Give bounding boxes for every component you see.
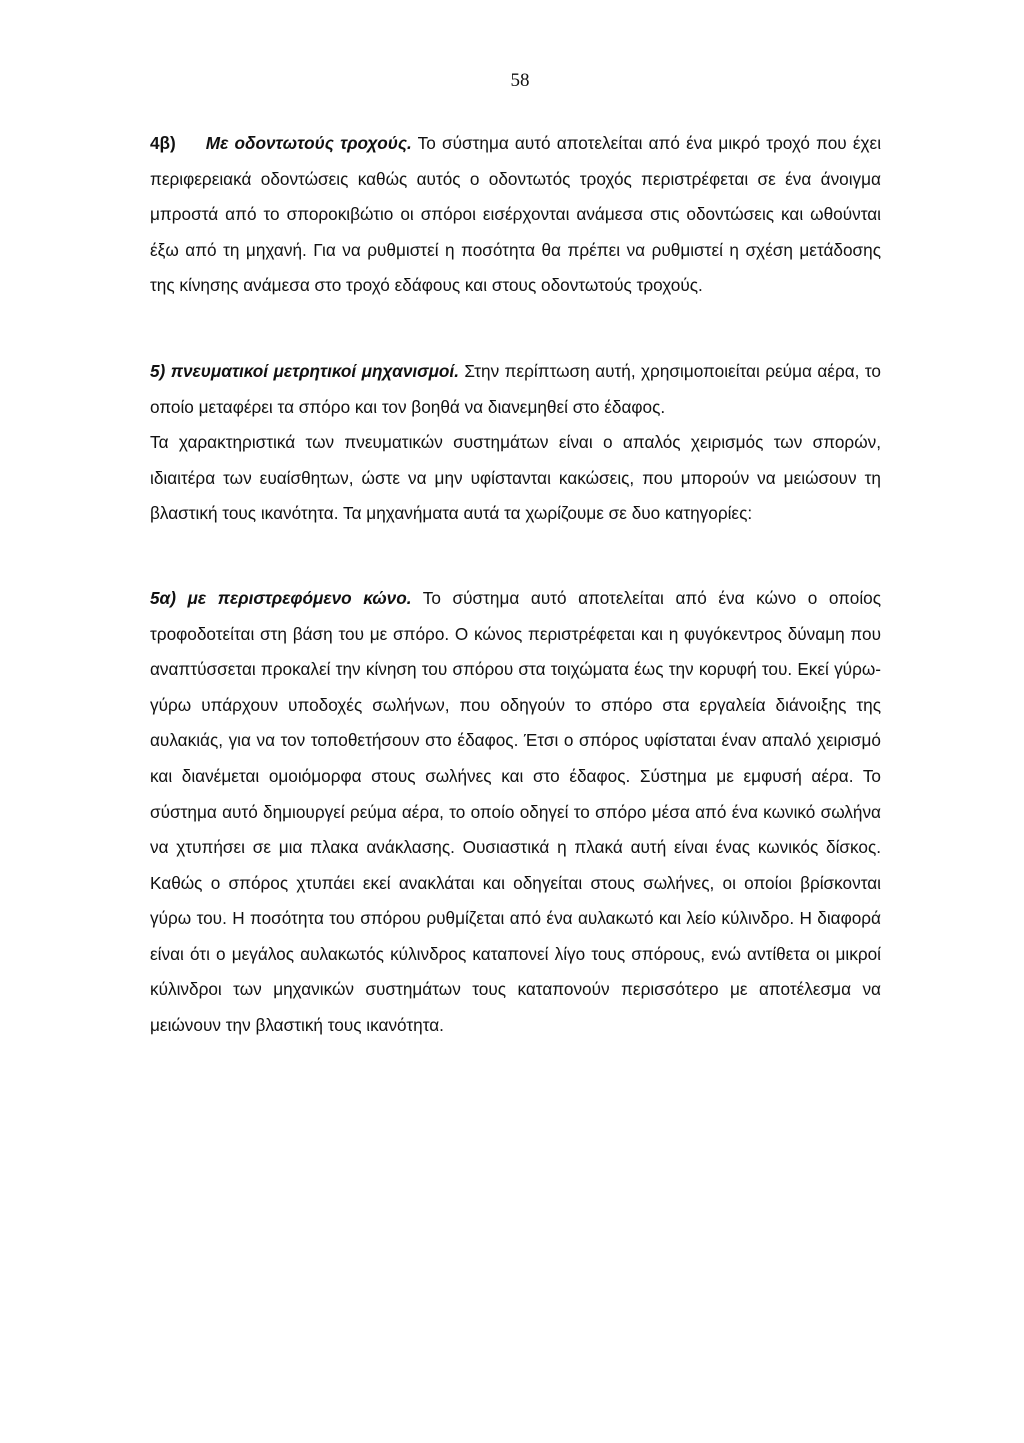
section-5a-paragraph: [150, 581, 881, 1044]
section-5a-title: με περιστρεφόμενο κώνο.: [187, 587, 412, 608]
section-5-number: 5): [150, 360, 166, 381]
page-content: [150, 126, 881, 1044]
section-5-title: πνευματικοί μετρητικοί μηχανισμοί.: [170, 360, 459, 381]
section-4b-title: Με οδοντωτούς τροχούς.: [205, 133, 412, 153]
section-4b-text: Το σύστημα αυτό αποτελείται από ένα μικρό τροχό που έχει περιφερειακά οδοντώσεις καθώς αυτός ο οδοντωτός τροχός περιστρέφεται σε ένα άνοιγμα μπροστά από το σποροκιβώτιο οι σπόροι εισέρχονται ανάμεσα στις οδοντώσεις και ωθούνται έξω από τη μηχανή. Για να ρυθμιστεί η ποσότητα θα πρέπει να ρυθμιστεί η σχέση μετάδοσης της κίνησης ανάμεσα στο τροχό εδάφους και στους οδοντωτούς τροχούς.: [150, 133, 882, 296]
section-5a-text: Το σύστημα αυτό αποτελείται από ένα κώνο ο οποίος τροφοδοτείται στη βάση του με σπόρο. Ο κώνος περιστρέφεται και η φυγόκεντρος δύναμη που αναπτύσσεται προκαλεί την κίνηση του σπόρου στα τοιχώματα έως την κορυφή του. Εκεί γύρω-γύρω υπάρχουν υποδοχές σωλήνων, που οδηγούν το σπόρο στα εργαλεία διάνοιξης της αυλακιάς, για να τον τοποθετήσουν στο έδαφος. Έτσι ο σπόρος υφίσταται έναν απαλό χειρισμό και διανέμεται ομοιόμορφα στους σωλήνες και στο έδαφος. Σύστημα με εμφυσή αέρα. Το σύστημα αυτό δημιουργεί ρεύμα αέρα, το οποίο οδηγεί το σπόρο μέσα από ένα κωνικό σωλήνα να χτυπήσει σε μια πλακα ανάκλασης. Ουσιαστικά η πλακά αυτή είναι ένας κωνικός δίσκος. Καθώς ο σπόρος χτυπάει εκεί ανακλάται και οδηγείται στους σωλήνες, οι οποίοι βρίσκονται γύρω του. Η ποσότητα του σπόρου ρυθμίζεται από ένα αυλακωτό και λείο κύλινδρο. Η διαφορά είναι ότι ο μεγάλος αυλακωτός κύλινδρος καταπονεί λίγο τους σπόρους, ενώ αντίθετα οι μικροί κύλινδροι των μηχανικών συστημάτων τους καταπονούν περισσότερο με αποτέλεσμα να μειώνουν την βλαστική τους ικανότητα.: [150, 587, 882, 1036]
section-4b-number: 4β): [150, 133, 176, 153]
section-5-text: Στην περίπτωση αυτή, χρησιμοποιείται ρεύμα αέρα, το οποίο μεταφέρει τα σπόρο και τον βοηθά να διανεμηθεί στο έδαφος.: [150, 360, 881, 417]
section-5-paragraph: [150, 354, 881, 425]
section-4b-paragraph: [150, 126, 881, 304]
page-number: 58: [510, 70, 530, 91]
section-5-paragraph-2: Τα χαρακτηριστικά των πνευματικών συστημάτων είναι ο απαλός χειρισμός των σπορών, ιδιαιτέρα των ευαίσθητων, ώστε να μην υφίστανται κακώσεις, που μπορούν να μειώσουν τη βλαστική τους ικανότητα. Τα μηχανήματα αυτά τα χωρίζουμε σε δυο κατηγορίες:: [150, 432, 881, 524]
section-5a-number: 5α): [150, 587, 176, 608]
